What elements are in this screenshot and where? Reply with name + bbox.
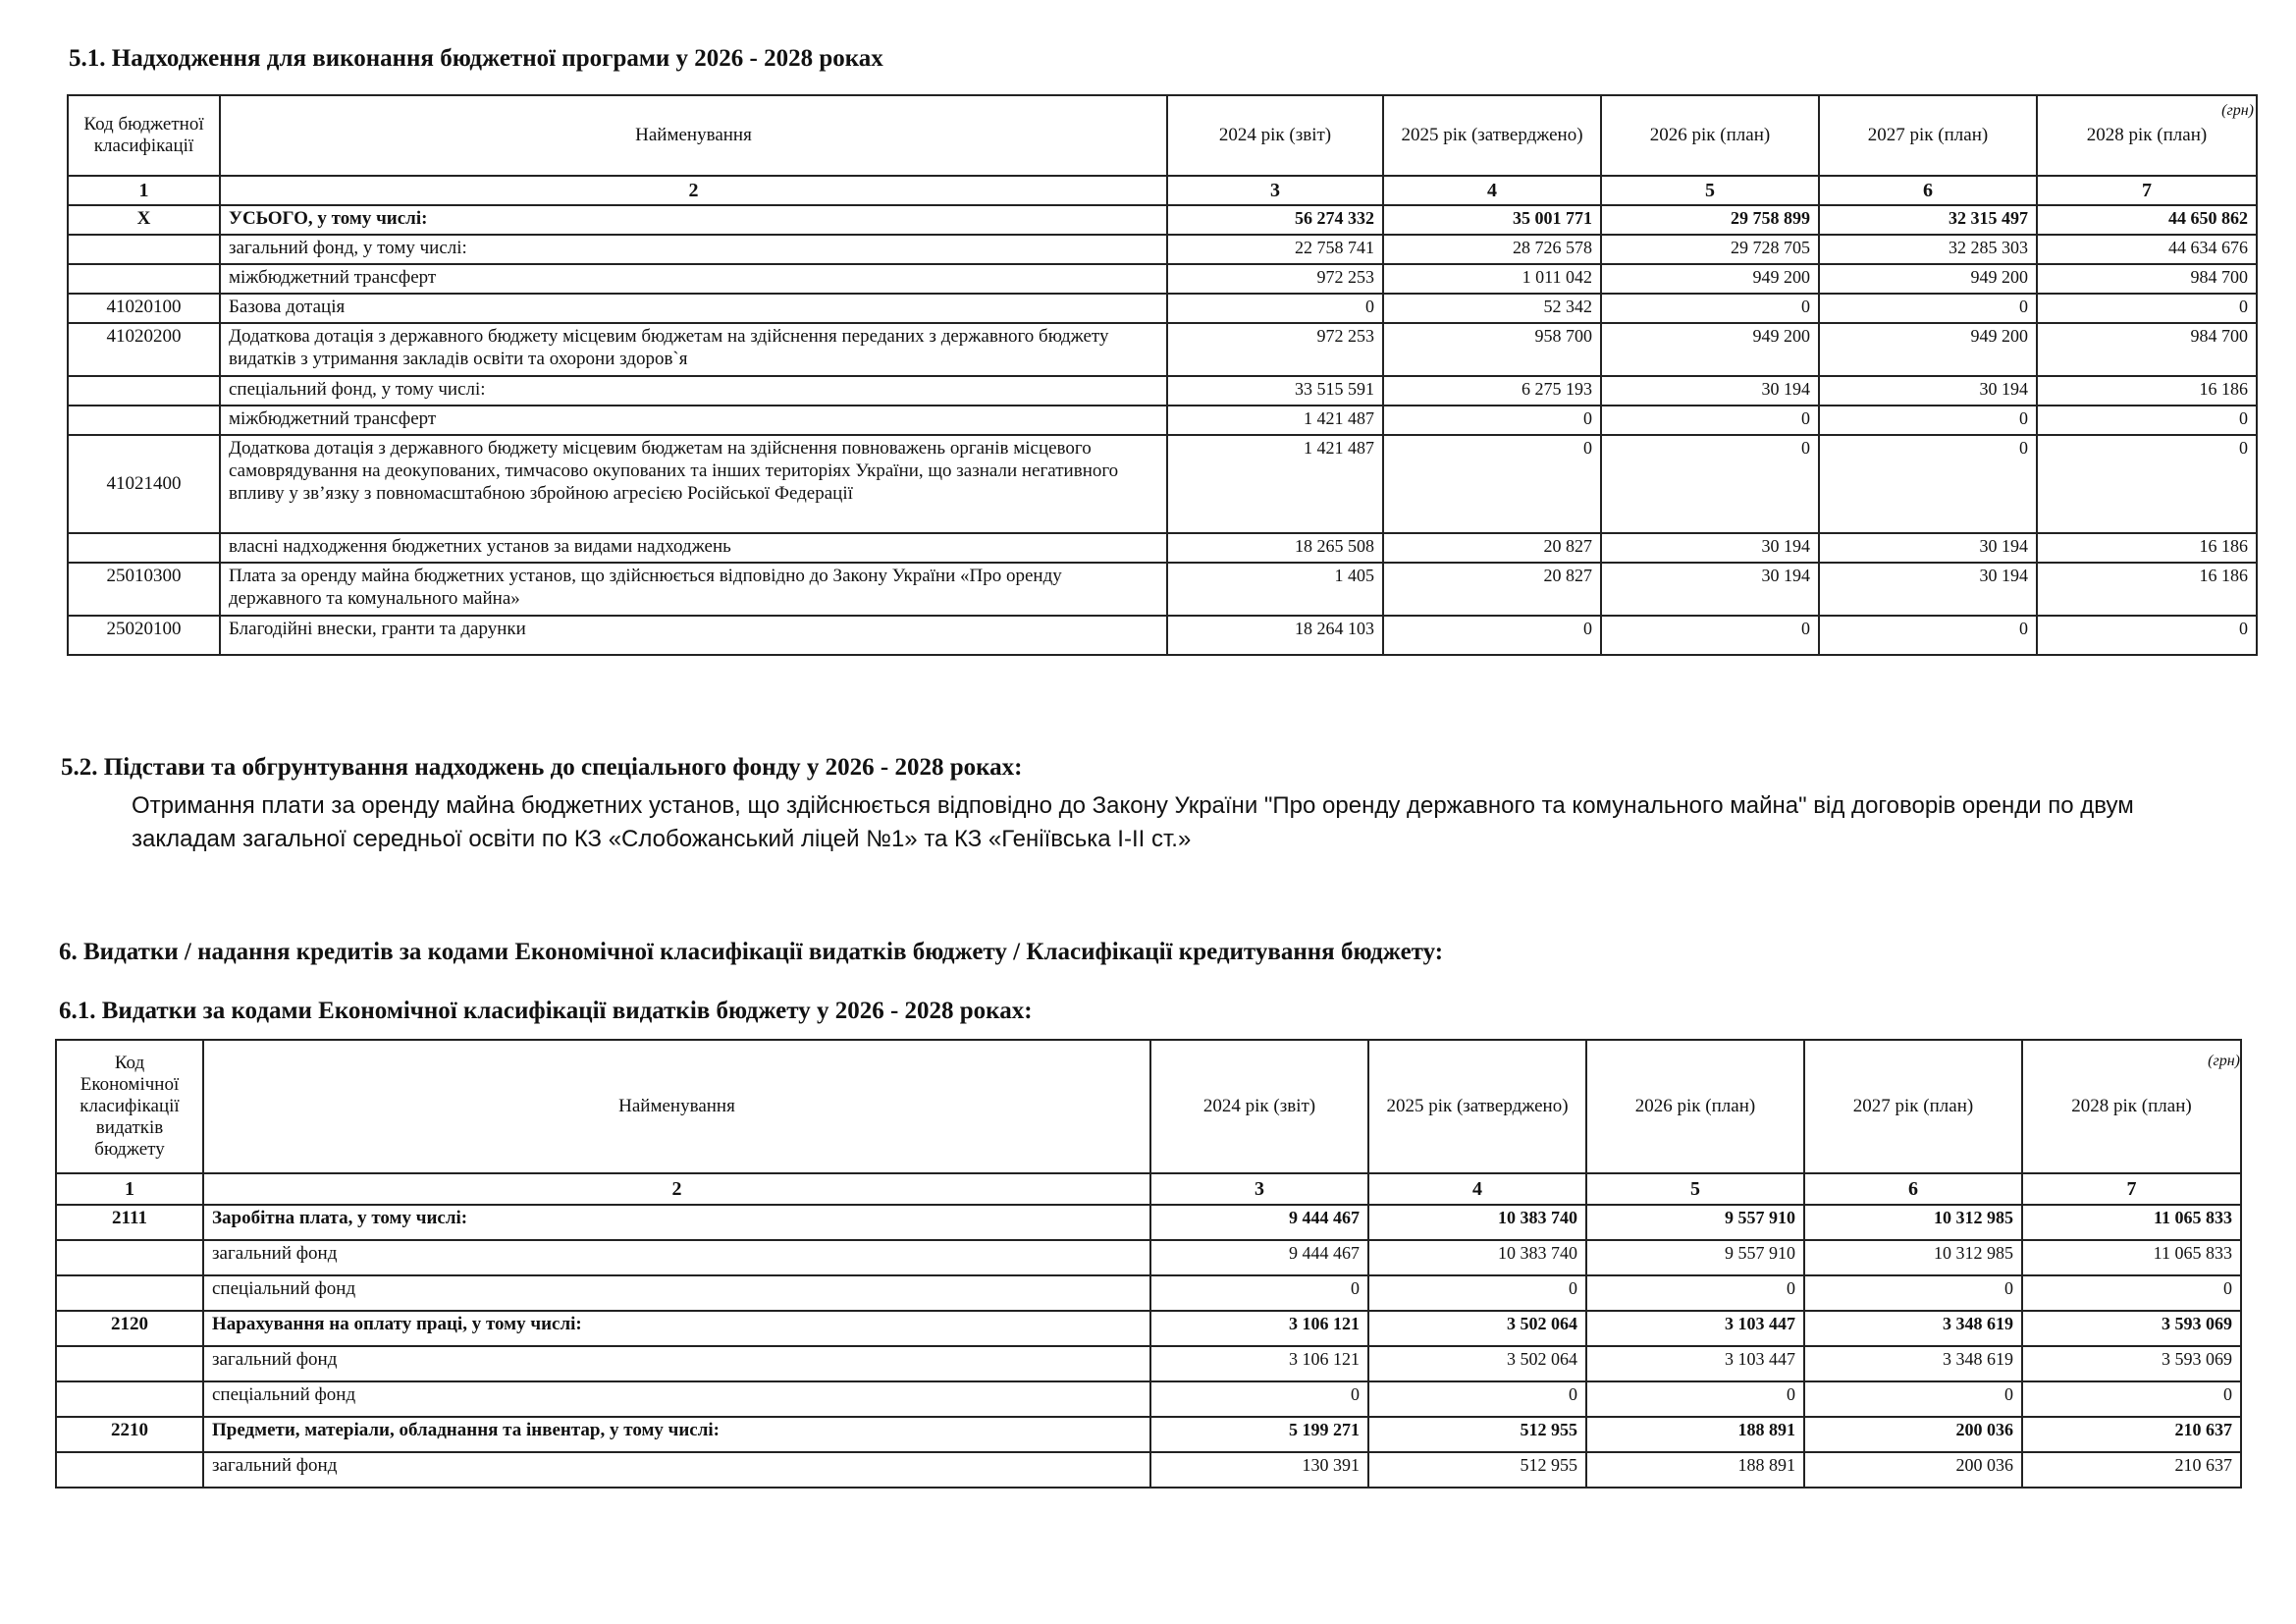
row-value-2024: 1 405: [1167, 563, 1383, 616]
row-value-2024: 0: [1150, 1275, 1368, 1311]
row-value-2025: 20 827: [1383, 533, 1601, 563]
row-value-2027: 200 036: [1804, 1452, 2022, 1488]
colnum-2: 2: [220, 176, 1167, 205]
row-value-2027: 0: [1819, 294, 2037, 323]
row-value-2028: 0: [2022, 1275, 2241, 1311]
header-2028: 2028 рік (план): [2037, 95, 2257, 176]
header-2024: 2024 рік (звіт): [1150, 1040, 1368, 1173]
row-value-2027: 0: [1819, 435, 2037, 533]
row-value-2024: 33 515 591: [1167, 376, 1383, 406]
row-name: Додаткова дотація з державного бюджету місцевим бюджетам на здійснення повноважень органів місцевого самоврядування на деокупованих, тимчасово окупованих та інших територіях України, що зазнали негативного впливу у зв’язку з повномасштабною збройною агресією Російської Федерації: [220, 435, 1167, 533]
row-value-2024: 22 758 741: [1167, 235, 1383, 264]
row-name: спеціальний фонд: [203, 1381, 1150, 1417]
row-value-2027: 3 348 619: [1804, 1311, 2022, 1346]
row-name: Благодійні внески, гранти та дарунки: [220, 616, 1167, 655]
row-value-2028: 210 637: [2022, 1417, 2241, 1452]
header-2024: 2024 рік (звіт): [1167, 95, 1383, 176]
column-number-row: [68, 176, 2257, 205]
row-value-2026: 0: [1601, 406, 1819, 435]
row-name: УСЬОГО, у тому числі:: [220, 205, 1167, 235]
row-value-2026: 9 557 910: [1586, 1205, 1804, 1240]
row-value-2026: 0: [1586, 1381, 1804, 1417]
table-row: [56, 1205, 2241, 1240]
row-value-2027: 10 312 985: [1804, 1205, 2022, 1240]
row-value-2027: 3 348 619: [1804, 1346, 2022, 1381]
row-name: міжбюджетний трансферт: [220, 406, 1167, 435]
row-name: власні надходження бюджетних установ за видами надходжень: [220, 533, 1167, 563]
row-value-2026: 30 194: [1601, 376, 1819, 406]
row-value-2024: 3 106 121: [1150, 1346, 1368, 1381]
row-name: Базова дотація: [220, 294, 1167, 323]
table-row: [68, 435, 2257, 533]
row-name: спеціальний фонд, у тому числі:: [220, 376, 1167, 406]
row-value-2027: 949 200: [1819, 323, 2037, 376]
row-name: загальний фонд, у тому числі:: [220, 235, 1167, 264]
table-row: [56, 1452, 2241, 1488]
colnum-2: 2: [203, 1173, 1150, 1205]
header-code: Код Економічної класифікації видатків бюджету: [56, 1040, 203, 1173]
revenue-table: [67, 94, 2258, 656]
row-value-2028: 16 186: [2037, 376, 2257, 406]
table-row: [68, 406, 2257, 435]
row-value-2027: 200 036: [1804, 1417, 2022, 1452]
table-row: [68, 205, 2257, 235]
row-value-2028: 16 186: [2037, 563, 2257, 616]
row-value-2027: 30 194: [1819, 376, 2037, 406]
header-2027: 2027 рік (план): [1819, 95, 2037, 176]
row-value-2028: 0: [2037, 616, 2257, 655]
row-value-2028: 984 700: [2037, 323, 2257, 376]
header-2026: 2026 рік (план): [1586, 1040, 1804, 1173]
row-value-2026: 0: [1601, 616, 1819, 655]
row-value-2028: 16 186: [2037, 533, 2257, 563]
row-code: 41020100: [68, 294, 220, 323]
row-value-2024: 0: [1150, 1381, 1368, 1417]
table-row: [56, 1240, 2241, 1275]
row-value-2028: 0: [2022, 1381, 2241, 1417]
revenue-table-header-row: [68, 95, 2257, 176]
row-value-2025: 20 827: [1383, 563, 1601, 616]
row-value-2024: 18 264 103: [1167, 616, 1383, 655]
expenditure-table: [55, 1039, 2242, 1489]
row-value-2027: 0: [1804, 1381, 2022, 1417]
colnum-1: 1: [56, 1173, 203, 1205]
row-value-2026: 0: [1601, 294, 1819, 323]
row-value-2026: 30 194: [1601, 563, 1819, 616]
row-name: загальний фонд: [203, 1452, 1150, 1488]
table-row: [56, 1275, 2241, 1311]
row-code: 25020100: [68, 616, 220, 655]
colnum-5: 5: [1586, 1173, 1804, 1205]
row-code: 2120: [56, 1311, 203, 1346]
row-value-2024: 130 391: [1150, 1452, 1368, 1488]
row-value-2025: 0: [1368, 1275, 1586, 1311]
row-code: [56, 1452, 203, 1488]
table-row: [56, 1311, 2241, 1346]
row-value-2024: 9 444 467: [1150, 1240, 1368, 1275]
row-value-2026: 188 891: [1586, 1452, 1804, 1488]
colnum-5: 5: [1601, 176, 1819, 205]
row-name: Заробітна плата, у тому числі:: [203, 1205, 1150, 1240]
row-code: [56, 1240, 203, 1275]
header-2028: 2028 рік (план): [2022, 1040, 2241, 1173]
row-value-2025: 10 383 740: [1368, 1240, 1586, 1275]
row-name: спеціальний фонд: [203, 1275, 1150, 1311]
row-value-2027: 0: [1804, 1275, 2022, 1311]
row-value-2028: 3 593 069: [2022, 1346, 2241, 1381]
row-value-2024: 0: [1167, 294, 1383, 323]
row-value-2025: 0: [1383, 435, 1601, 533]
row-code: [68, 376, 220, 406]
row-value-2027: 0: [1819, 406, 2037, 435]
header-name: Найменування: [203, 1040, 1150, 1173]
table-row: [56, 1381, 2241, 1417]
row-name: Плата за оренду майна бюджетних установ, що здійснюється відповідно до Закону України «Про оренду державного та комунального майна»: [220, 563, 1167, 616]
row-name: загальний фонд: [203, 1240, 1150, 1275]
row-value-2025: 3 502 064: [1368, 1311, 1586, 1346]
header-2027: 2027 рік (план): [1804, 1040, 2022, 1173]
colnum-4: 4: [1383, 176, 1601, 205]
row-value-2026: 30 194: [1601, 533, 1819, 563]
row-value-2025: 0: [1368, 1381, 1586, 1417]
table-row: [68, 563, 2257, 616]
row-code: 41021400: [68, 435, 220, 533]
row-code: [68, 533, 220, 563]
row-value-2028: 11 065 833: [2022, 1205, 2241, 1240]
row-value-2025: 958 700: [1383, 323, 1601, 376]
table-row: [68, 376, 2257, 406]
row-value-2024: 5 199 271: [1150, 1417, 1368, 1452]
header-code: Код бюджетної класифікації: [68, 95, 220, 176]
colnum-6: 6: [1804, 1173, 2022, 1205]
row-value-2025: 6 275 193: [1383, 376, 1601, 406]
colnum-7: 7: [2037, 176, 2257, 205]
row-name: загальний фонд: [203, 1346, 1150, 1381]
table-row: [68, 235, 2257, 264]
row-value-2026: 188 891: [1586, 1417, 1804, 1452]
row-name: Нарахування на оплату праці, у тому числі:: [203, 1311, 1150, 1346]
row-value-2028: 210 637: [2022, 1452, 2241, 1488]
row-value-2027: 10 312 985: [1804, 1240, 2022, 1275]
row-code: [68, 264, 220, 294]
header-name: Найменування: [220, 95, 1167, 176]
row-value-2025: 512 955: [1368, 1452, 1586, 1488]
row-value-2027: 30 194: [1819, 533, 2037, 563]
row-value-2025: 0: [1383, 406, 1601, 435]
row-value-2025: 3 502 064: [1368, 1346, 1586, 1381]
table-row: [68, 323, 2257, 376]
row-value-2024: 9 444 467: [1150, 1205, 1368, 1240]
row-value-2025: 1 011 042: [1383, 264, 1601, 294]
row-value-2024: 18 265 508: [1167, 533, 1383, 563]
row-value-2027: 30 194: [1819, 563, 2037, 616]
section-5-2-text: Отримання плати за оренду майна бюджетних установ, що здійснюється відповідно до Закону України "Про оренду державного та комунального майна" від договорів оренди по двум закладам загальної середньої освіти по КЗ «Слобожанський ліцей №1» та КЗ «Геніївська І-ІІ ст.»: [132, 792, 2134, 852]
row-code: [68, 235, 220, 264]
colnum-4: 4: [1368, 1173, 1586, 1205]
section-5-2-title: 5.2. Підстави та обгрунтування надходжень до спеціального фонду у 2026 - 2028 роках:: [61, 754, 1023, 781]
row-value-2026: 3 103 447: [1586, 1311, 1804, 1346]
row-value-2024: 972 253: [1167, 323, 1383, 376]
row-value-2026: 3 103 447: [1586, 1346, 1804, 1381]
row-value-2025: 512 955: [1368, 1417, 1586, 1452]
row-value-2025: 35 001 771: [1383, 205, 1601, 235]
table-row: [68, 533, 2257, 563]
row-code: [56, 1346, 203, 1381]
header-2025: 2025 рік (затверджено): [1368, 1040, 1586, 1173]
row-value-2026: 29 758 899: [1601, 205, 1819, 235]
row-value-2027: 32 285 303: [1819, 235, 2037, 264]
table-row: [56, 1417, 2241, 1452]
row-value-2026: 0: [1586, 1275, 1804, 1311]
row-value-2028: 44 650 862: [2037, 205, 2257, 235]
row-value-2028: 44 634 676: [2037, 235, 2257, 264]
row-value-2028: 11 065 833: [2022, 1240, 2241, 1275]
row-code: 2210: [56, 1417, 203, 1452]
row-value-2027: 949 200: [1819, 264, 2037, 294]
row-name: Додаткова дотація з державного бюджету місцевим бюджетам на здійснення переданих з державного бюджету видатків з утримання закладів освіти та охорони здоров`я: [220, 323, 1167, 376]
colnum-1: 1: [68, 176, 220, 205]
row-code: [68, 406, 220, 435]
row-value-2025: 52 342: [1383, 294, 1601, 323]
row-value-2024: 972 253: [1167, 264, 1383, 294]
row-value-2026: 949 200: [1601, 264, 1819, 294]
row-value-2026: 0: [1601, 435, 1819, 533]
column-number-row: [56, 1173, 2241, 1205]
row-value-2028: 984 700: [2037, 264, 2257, 294]
row-name: міжбюджетний трансферт: [220, 264, 1167, 294]
row-code: Х: [68, 205, 220, 235]
row-code: 2111: [56, 1205, 203, 1240]
row-value-2026: 949 200: [1601, 323, 1819, 376]
row-value-2027: 0: [1819, 616, 2037, 655]
header-2026: 2026 рік (план): [1601, 95, 1819, 176]
colnum-7: 7: [2022, 1173, 2241, 1205]
row-name: Предмети, матеріали, обладнання та інвентар, у тому числі:: [203, 1417, 1150, 1452]
section-6-1-title: 6.1. Видатки за кодами Економічної класифікації видатків бюджету у 2026 - 2028 роках:: [59, 998, 1033, 1024]
section-6-title: 6. Видатки / надання кредитів за кодами Економічної класифікації видатків бюджету / Класифікації кредитування бюджету:: [59, 939, 1444, 965]
section-6-1-unit: (грн): [2208, 1053, 2240, 1069]
row-code: [56, 1381, 203, 1417]
row-value-2026: 9 557 910: [1586, 1240, 1804, 1275]
row-value-2028: 0: [2037, 294, 2257, 323]
colnum-3: 3: [1167, 176, 1383, 205]
row-value-2028: 0: [2037, 406, 2257, 435]
row-value-2025: 28 726 578: [1383, 235, 1601, 264]
row-value-2028: 0: [2037, 435, 2257, 533]
row-value-2025: 0: [1383, 616, 1601, 655]
row-value-2028: 3 593 069: [2022, 1311, 2241, 1346]
row-value-2024: 56 274 332: [1167, 205, 1383, 235]
expenditure-table-header-row: [56, 1040, 2241, 1173]
row-value-2026: 29 728 705: [1601, 235, 1819, 264]
section-5-1-unit: (грн): [2221, 102, 2254, 119]
table-row: [68, 264, 2257, 294]
row-code: 25010300: [68, 563, 220, 616]
colnum-6: 6: [1819, 176, 2037, 205]
row-value-2027: 32 315 497: [1819, 205, 2037, 235]
colnum-3: 3: [1150, 1173, 1368, 1205]
header-2025: 2025 рік (затверджено): [1383, 95, 1601, 176]
row-value-2024: 1 421 487: [1167, 435, 1383, 533]
row-value-2025: 10 383 740: [1368, 1205, 1586, 1240]
section-5-1-title: 5.1. Надходження для виконання бюджетної програми у 2026 - 2028 роках: [69, 45, 883, 72]
row-value-2024: 1 421 487: [1167, 406, 1383, 435]
row-value-2024: 3 106 121: [1150, 1311, 1368, 1346]
table-row: [68, 294, 2257, 323]
row-code: 41020200: [68, 323, 220, 376]
table-row: [68, 616, 2257, 655]
row-code: [56, 1275, 203, 1311]
table-row: [56, 1346, 2241, 1381]
